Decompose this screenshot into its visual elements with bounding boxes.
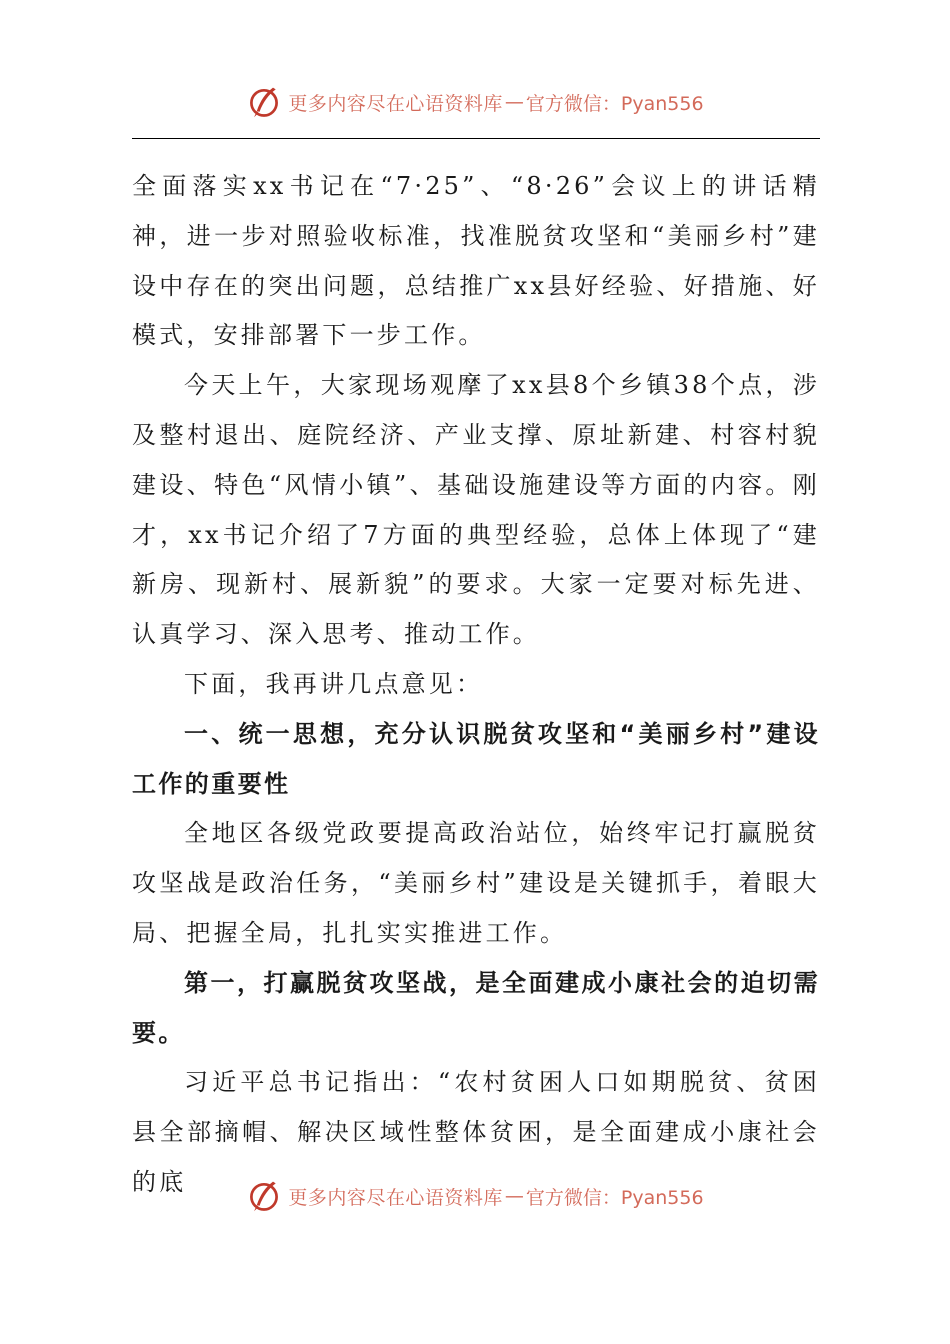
body-paragraph: 全面落实xx书记在“7·25”、“8·26”会议上的讲话精神，进一步对照验收标准，找准脱贫攻坚和“美丽乡村”建设中存在的突出问题，总结推广xx县好经验、好措施、好模式，安排部署下一步工作。 [132, 172, 820, 350]
body-paragraph: 习近平总书记指出：“农村贫困人口如期脱贫、贫困县全部摘帽、解决区域性整体贫困，是全面建成小康社会的底 [132, 1068, 820, 1196]
quill-pen-icon [246, 1178, 282, 1214]
body-paragraph: 全地区各级党政要提高政治站位，始终牢记打赢脱贫攻坚战是政治任务，“美丽乡村”建设是关键抓手，着眼大局、把握全局，扎扎实实推进工作。 [132, 819, 820, 947]
footer-contact: 官方微信：Pyan556 [525, 1186, 704, 1209]
quill-pen-icon [246, 84, 282, 120]
body-paragraph: 下面，我再讲几点意见： [184, 669, 484, 698]
header-banner [0, 80, 950, 124]
document-body [132, 162, 820, 1208]
header-divider [132, 138, 820, 139]
header-contact: 官方微信：Pyan556 [525, 92, 704, 115]
footer-banner [0, 1174, 950, 1218]
subsection-heading: 第一，打赢脱贫攻坚战，是全面建成小康社会的迫切需要。 [132, 968, 820, 1047]
header-slogan: 更多内容尽在心语资料库 [288, 92, 503, 115]
body-paragraph: 今天上午，大家现场观摩了xx县8个乡镇38个点，涉及整村退出、庭院经济、产业支撑、原址新建、村容村貌建设、特色“风情小镇”、基础设施建设等方面的内容。刚才，xx书记介绍了7方面的典型经验，总体上体现了“建新房、现新村、展新貌”的要求。大家一定要对标先进、认真学习、深入思考、推动工作。 [132, 371, 820, 649]
footer-separator: — [504, 1185, 524, 1207]
section-heading: 一、统一思想，充分认识脱贫攻坚和“美丽乡村”建设工作的重要性 [132, 719, 820, 798]
header-separator: — [504, 91, 524, 113]
footer-slogan: 更多内容尽在心语资料库 [288, 1186, 503, 1209]
